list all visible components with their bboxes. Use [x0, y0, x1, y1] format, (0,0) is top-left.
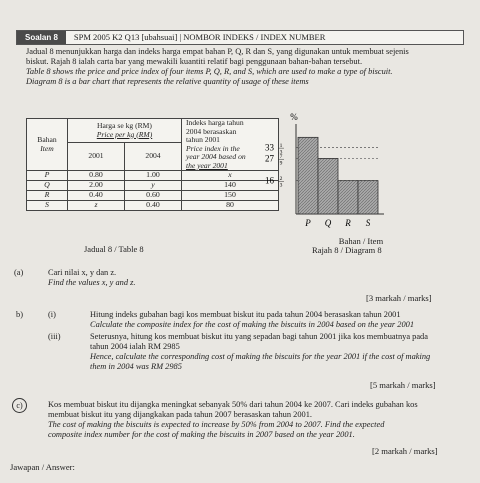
bar-s — [358, 181, 378, 214]
part-a-marks: [3 markah / marks] — [366, 293, 432, 303]
intro-text — [26, 47, 466, 87]
col-price-header — [68, 119, 182, 143]
part-b-ii-text — [90, 332, 470, 372]
row-index: 80 — [182, 201, 279, 211]
row-price-2004: 0.40 — [125, 201, 182, 211]
y-tick-numerator: 1 — [279, 142, 283, 149]
x-tick-label: Q — [324, 218, 332, 228]
question-header — [16, 30, 464, 45]
col-item-ms: Bahan — [37, 135, 57, 144]
part-c-marks: [2 markah / marks] — [372, 446, 438, 456]
chart-caption: Rajah 8 / Diagram 8 — [312, 245, 382, 255]
answer-label: Jawapan / Answer: — [10, 462, 75, 472]
part-c-en-2: composite index number for the cost of making the biscuits in 2007 based on the year 2001. — [48, 430, 355, 439]
y-tick-label: 33 — [265, 142, 274, 153]
part-a-en: Find the values x, y and z. — [48, 278, 136, 287]
row-item: Q — [27, 181, 68, 191]
part-c-ms-1: Kos membuat biskut itu dijangka meningkat sebanyak 50% dari tahun 2004 ke 2007. Cari indeks gubahan kos — [48, 400, 418, 409]
x-tick-label: R — [345, 218, 351, 228]
row-price-2001: 0.40 — [68, 191, 125, 201]
chart-xlabel: Bahan / Item — [338, 236, 384, 246]
usage-bar-chart — [250, 110, 420, 235]
part-b-ii-ms-2: tahun 2004 ialah RM 2985 — [90, 342, 180, 351]
question-number: Soalan 8 — [17, 31, 66, 44]
col-index-en-2: year 2004 based on — [186, 152, 246, 161]
row-price-2004: 0.60 — [125, 191, 182, 201]
part-b-i-label: (i) — [48, 310, 56, 319]
bar-q — [318, 158, 338, 214]
intro-en-line-1: Table 8 shows the price and price index of four items P, Q, R, and S, which are used to make a type of biscuit. — [26, 67, 393, 76]
col-2004-header: 2004 — [125, 143, 182, 171]
row-item: S — [27, 201, 68, 211]
y-tick-label: 27 — [265, 153, 274, 164]
col-price-en: Price per kg (RM) — [96, 129, 153, 139]
part-c-label: c) — [12, 398, 27, 413]
col-item-header — [27, 119, 68, 171]
part-b-i-en: Calculate the composite index for the cost of making the biscuits in 2004 based on the year 2001 — [90, 320, 415, 329]
question-title: SPM 2005 K2 Q13 [ubahsuai] | NOMBOR INDEKS / INDEX NUMBER — [73, 32, 326, 42]
part-c-text — [48, 400, 473, 440]
y-tick-denominator: 3 — [279, 149, 283, 156]
row-index: x — [182, 171, 279, 181]
part-b-i-text — [90, 310, 470, 330]
col-index-en-1: Price index in the — [186, 143, 240, 153]
part-b-marks: [5 markah / marks] — [370, 380, 436, 390]
table-row-p — [27, 171, 279, 181]
col-2001-header: 2001 — [68, 143, 125, 171]
col-index-ms-2: 2004 berasaskan — [186, 126, 237, 136]
part-b-ii-en-2: them in 2004 was RM 2985 — [90, 362, 182, 371]
row-index: 140 — [182, 181, 279, 191]
row-price-2001: z — [68, 201, 125, 211]
row-price-2001: 0.80 — [68, 171, 125, 181]
col-index-en-3: the year 2001 — [186, 160, 228, 170]
table-row-s — [27, 201, 279, 211]
price-index-table — [26, 118, 279, 211]
part-b-ii-label: (iii) — [48, 332, 61, 341]
row-index: 150 — [182, 191, 279, 201]
bar-p — [298, 137, 318, 214]
part-b-ii-en-1: Hence, calculate the corresponding cost of making the biscuits for the year 2001 if the cost of making — [90, 352, 431, 361]
intro-en-line-2: Diagram 8 is a bar chart that represents the relative quantity of usage of these items — [26, 77, 309, 86]
row-price-2001: 2.00 — [68, 181, 125, 191]
part-c-en-1: The cost of making the biscuits is expected to increase by 50% from 2004 to 2007. Find the expected — [48, 420, 385, 429]
table-row-r — [27, 191, 279, 201]
part-c-label-wrap — [12, 398, 27, 413]
row-price-2004: y — [125, 181, 182, 191]
y-tick-denominator: 9 — [279, 160, 283, 167]
part-b-ii-ms-1: Seterusnya, hitung kos membuat biskut itu yang sepadan bagi tahun 2001 jika kos membuatnya pada — [90, 332, 428, 341]
table-row-q — [27, 181, 279, 191]
row-item: R — [27, 191, 68, 201]
table-caption: Jadual 8 / Table 8 — [84, 244, 144, 254]
part-b-label: b) — [16, 310, 23, 319]
y-tick-numerator: 7 — [279, 153, 283, 160]
col-price-ms: Harga se kg (RM) — [97, 121, 152, 131]
part-c-ms-2: membuat biskut itu yang dijangkakan pada tahun 2007 berasaskan tahun 2001. — [48, 410, 312, 419]
x-tick-label: P — [305, 218, 311, 228]
bar-r — [338, 181, 358, 214]
part-a-ms: Cari nilai x, y dan z. — [48, 268, 117, 277]
row-price-2004: 1.00 — [125, 171, 182, 181]
row-item: P — [27, 171, 68, 181]
x-tick-label: S — [365, 218, 371, 228]
y-tick-numerator: 2 — [279, 176, 283, 183]
col-item-en: Item — [40, 143, 54, 153]
part-b-i-ms: Hitung indeks gubahan bagi kos membuat biskut itu pada tahun 2004 berasaskan tahun 2001 — [90, 310, 401, 319]
part-a-text — [48, 268, 135, 288]
col-index-ms-3: tahun 2001 — [186, 135, 220, 144]
intro-ms-line-2: biskut. Rajah 8 ialah carta bar yang mewakili kuantiti relatif bagi penggunaan bahan-bahan tersebut. — [26, 57, 363, 66]
col-index-ms-1: Indeks harga tahun — [186, 118, 244, 127]
y-tick-denominator: 3 — [279, 182, 283, 189]
part-a-label: (a) — [14, 268, 24, 277]
y-axis-label: % — [290, 112, 298, 122]
intro-ms-line-1: Jadual 8 menunjukkan harga dan indeks harga empat bahan P, Q, R dan S, yang digunakan untuk membuat sejenis — [26, 47, 409, 56]
y-tick-label: 16 — [265, 175, 274, 186]
